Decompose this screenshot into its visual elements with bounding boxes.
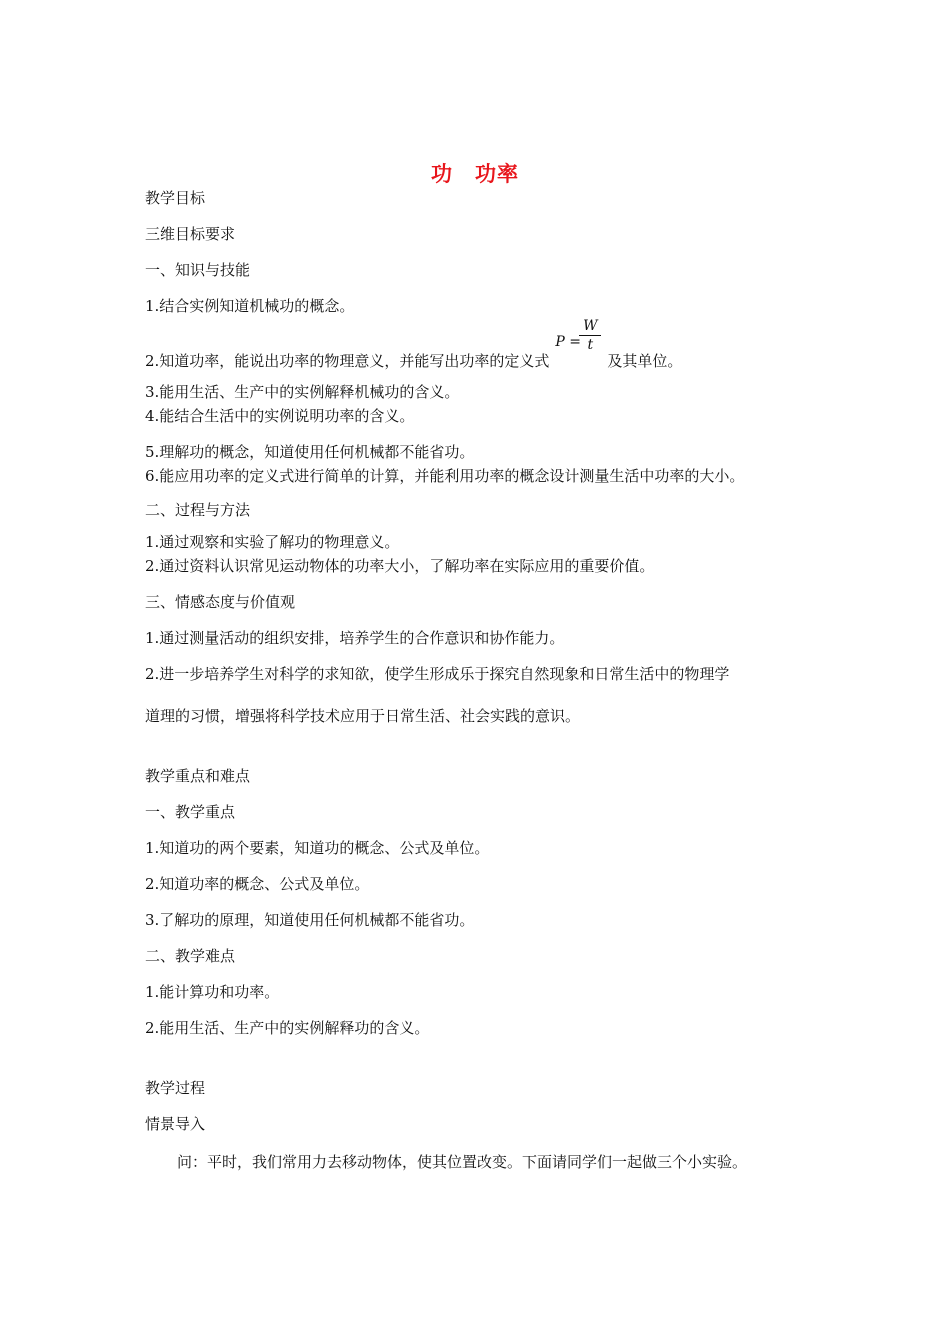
power-formula [553,318,605,366]
heading-emotion-values: 三、情感态度与价值观 [145,593,296,611]
ks-item-1: 1.结合实例知道机械功的概念。 [145,297,355,315]
kp-item-1: 1.知道功的两个要素，知道功的概念、公式及单位。 [145,839,490,857]
dp-item-1: 1.能计算功和功率。 [145,983,280,1001]
document-title: 功 功率 [431,162,519,186]
ks-item-3: 3.能用生活、生产中的实例解释机械功的含义。 [145,383,460,401]
formula-lhs: P = [555,334,581,350]
ks-item-2-text: 2.知道功率，能说出功率的物理意义，并能写出功率的定义式 [145,352,550,370]
ks-item-2-tail: 及其单位。 [607,352,683,370]
formula-denominator: t [587,337,594,353]
ks-item-5: 5.理解功的概念，知道使用任何机械都不能省功。 [145,443,475,461]
ks-item-6: 6.能应用功率的定义式进行简单的计算，并能利用功率的概念设计测量生活中功率的大小。 [145,467,745,485]
fraction-bar [579,335,601,336]
pm-item-1: 1.通过观察和实验了解功的物理意义。 [145,533,400,551]
heading-key-difficult: 教学重点和难点 [145,767,251,785]
ks-item-4: 4.能结合生活中的实例说明功率的含义。 [145,407,415,425]
pm-item-2: 2.通过资料认识常见运动物体的功率大小，了解功率在实际应用的重要价值。 [145,557,655,575]
heading-teaching-goals: 教学目标 [145,189,206,207]
intro-question: 问：平时，我们常用力去移动物体，使其位置改变。下面请同学们一起做三个小实验。 [177,1153,748,1171]
heading-three-dimension: 三维目标要求 [145,225,236,243]
heading-key-points: 一、教学重点 [145,803,236,821]
heading-knowledge-skills: 一、知识与技能 [145,261,251,279]
ks-item-2-row [145,318,683,371]
heading-difficult-points: 二、教学难点 [145,947,236,965]
heading-scene-intro: 情景导入 [145,1115,206,1133]
kp-item-3: 3.了解功的原理，知道使用任何机械都不能省功。 [145,911,475,929]
formula-fraction [577,318,603,353]
dp-item-2: 2.能用生活、生产中的实例解释功的含义。 [145,1019,430,1037]
ev-item-2: 2.进一步培养学生对科学的求知欲，使学生形成乐于探究自然现象和日常生活中的物理学 [145,665,730,683]
ev-item-1: 1.通过测量活动的组织安排，培养学生的合作意识和协作能力。 [145,629,565,647]
formula-numerator: W [583,318,598,334]
heading-process-methods: 二、过程与方法 [145,501,251,519]
ev-item-2-cont: 道理的习惯，增强将科学技术应用于日常生活、社会实践的意识。 [145,707,581,725]
heading-teaching-process: 教学过程 [145,1079,206,1097]
kp-item-2: 2.知道功率的概念、公式及单位。 [145,875,370,893]
